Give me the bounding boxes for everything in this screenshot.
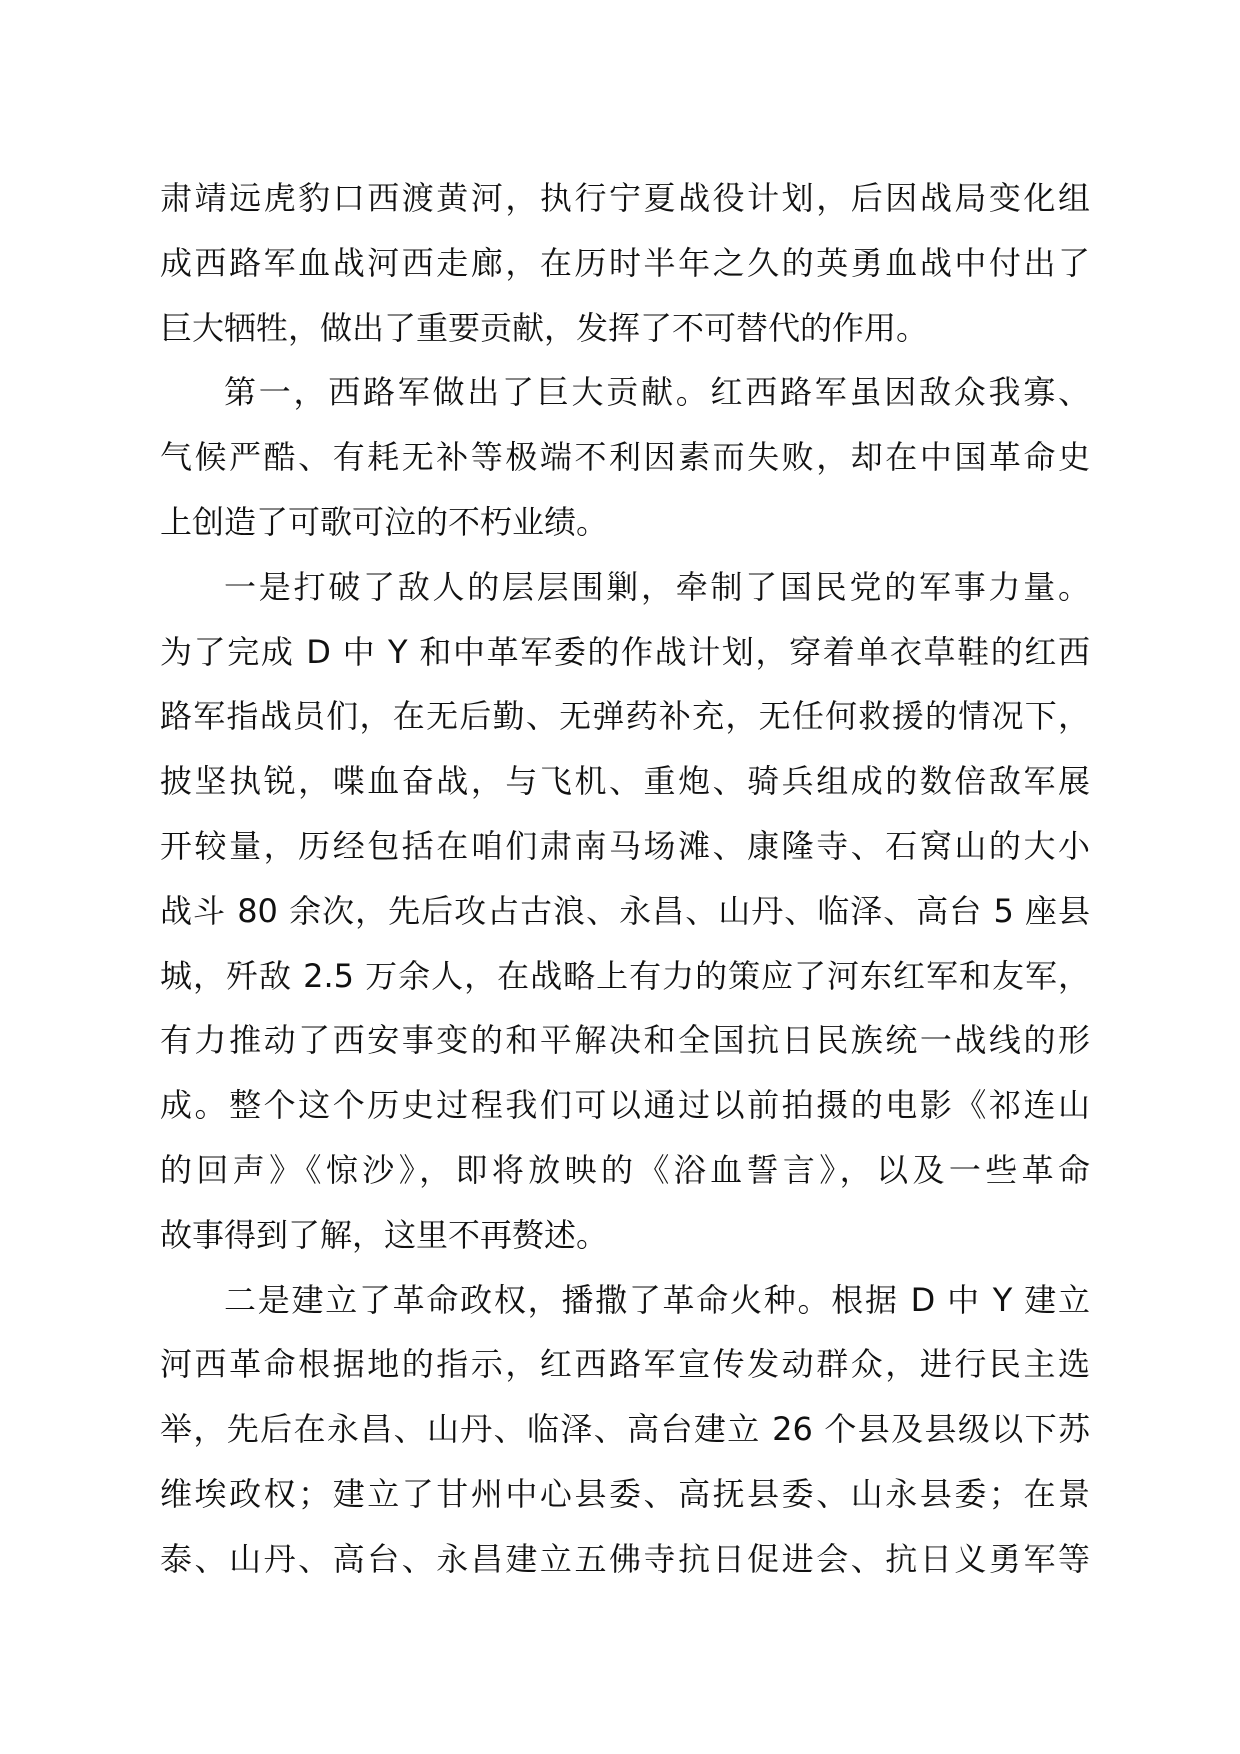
- paragraph-4: [160, 1268, 1090, 1592]
- paragraph-3: [160, 555, 1090, 1268]
- text-line: 路军指战员们，在无后勤、无弹药补充，无任何救援的情况下，: [160, 697, 1090, 736]
- text-line: 河西革命根据地的指示，红西路军宣传发动群众，进行民主选: [160, 1345, 1090, 1384]
- text-line: 有力推动了西安事变的和平解决和全国抗日民族统一战线的形: [160, 1021, 1090, 1060]
- text-line: 维埃政权；建立了甘州中心县委、高抚县委、山永县委；在景: [160, 1474, 1090, 1513]
- text-line: 故事得到了解，这里不再赘述。: [160, 1215, 609, 1254]
- paragraph-1: [160, 166, 1090, 360]
- text-line: 成。整个这个历史过程我们可以通过以前拍摄的电影《祁连山: [160, 1086, 1090, 1125]
- text-line: 开较量，历经包括在咱们肃南马场滩、康隆寺、石窝山的大小: [160, 826, 1090, 865]
- text-line: 二是建立了革命政权，播撒了革命火种。根据 D 中 Y 建立: [224, 1280, 1090, 1319]
- text-line: 巨大牺牲，做出了重要贡献，发挥了不可替代的作用。: [160, 308, 929, 347]
- text-line: 上创造了可歌可泣的不朽业绩。: [160, 502, 609, 541]
- text-line: 成西路军血战河西走廊，在历时半年之久的英勇血战中付出了: [160, 243, 1090, 282]
- text-line: 举，先后在永昌、山丹、临泽、高台建立 26 个县及县级以下苏: [160, 1410, 1090, 1449]
- text-line: 的回声》《惊沙》，即将放映的《浴血誓言》，以及一些革命: [160, 1150, 1090, 1189]
- text-line: 第一，西路军做出了巨大贡献。红西路军虽因敌众我寡、: [224, 373, 1090, 412]
- text-line: 披坚执锐，喋血奋战，与飞机、重炮、骑兵组成的数倍敌军展: [160, 762, 1090, 801]
- paragraph-2: [160, 360, 1090, 554]
- text-line: 战斗 80 余次，先后攻占古浪、永昌、山丹、临泽、高台 5 座县: [160, 891, 1090, 930]
- text-line: 肃靖远虎豹口西渡黄河，执行宁夏战役计划，后因战局变化组: [160, 179, 1090, 217]
- document-body: [160, 166, 1090, 1592]
- text-line: 泰、山丹、高台、永昌建立五佛寺抗日促进会、抗日义勇军等: [160, 1539, 1090, 1578]
- text-line: 城，歼敌 2.5 万余人，在战略上有力的策应了河东红军和友军，: [160, 956, 1090, 995]
- text-line: 气候严酷、有耗无补等极端不利因素而失败，却在中国革命史: [160, 438, 1090, 477]
- text-line: 为了完成 D 中 Y 和中革军委的作战计划，穿着单衣草鞋的红西: [160, 632, 1090, 671]
- text-line: 一是打破了敌人的层层围剿，牵制了国民党的军事力量。: [224, 567, 1090, 606]
